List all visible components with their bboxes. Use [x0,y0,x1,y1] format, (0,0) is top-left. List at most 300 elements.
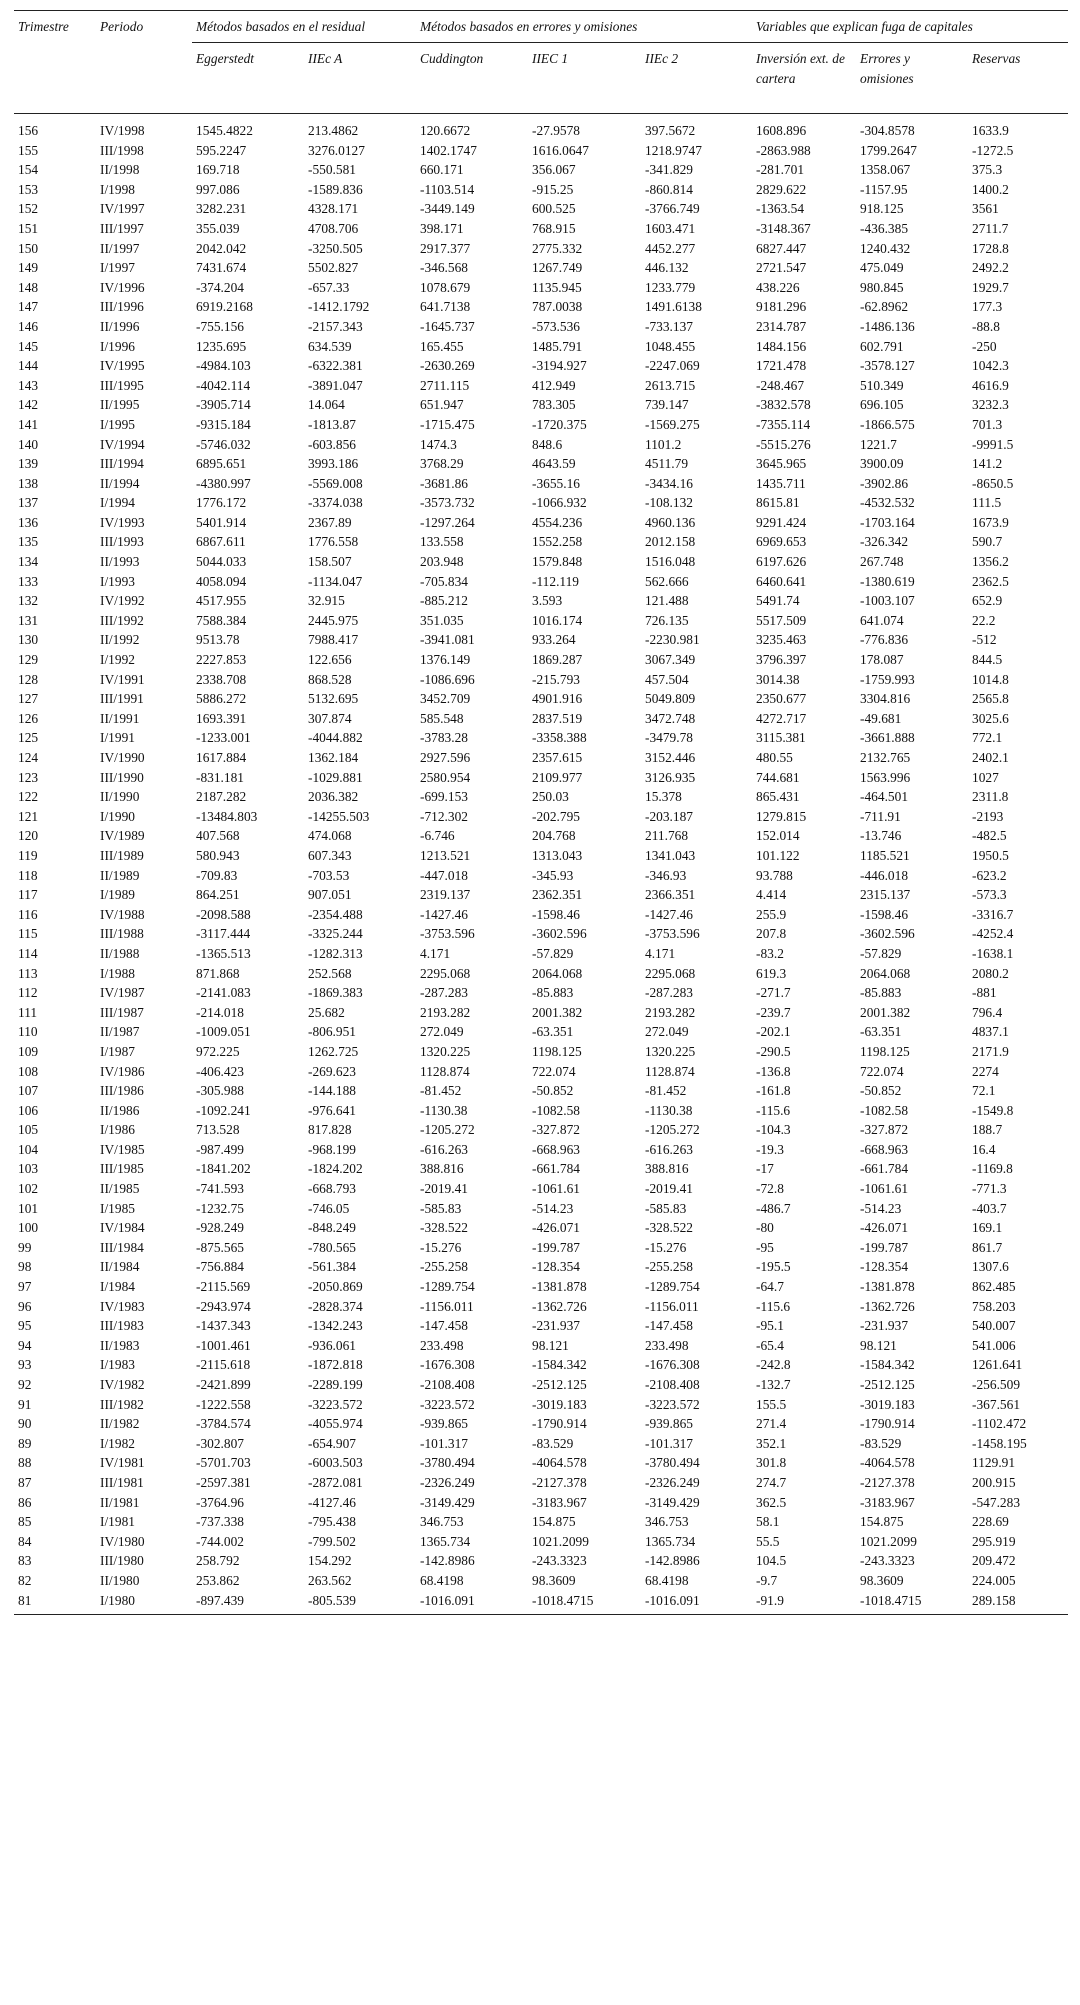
cell-errores: -3661.888 [860,730,915,746]
cell-inversion: 1721.478 [756,358,807,374]
cell-eggerstedt: 3282.231 [196,201,247,217]
cell-errores: 696.105 [860,397,904,413]
cell-errores: -436.385 [860,220,909,236]
table-row [14,924,1068,944]
cell-inversion: 3115.381 [756,730,806,746]
cell-eggerstedt: -741.593 [196,1181,244,1197]
cell-iiec-1: -3602.596 [532,926,587,942]
cell-eggerstedt: -3784.574 [196,1416,251,1432]
table-row [14,239,1068,259]
table-row [14,141,1068,161]
cell-trimestre: 149 [18,260,39,276]
cell-eggerstedt: 355.039 [196,220,240,236]
cell-cuddington: -3149.429 [420,1494,475,1510]
cell-reservas: -4252.4 [972,926,1014,942]
cell-iiec-2: 3126.935 [645,769,696,785]
cell-iiec-1: -661.784 [532,1161,580,1177]
cell-cuddington: -616.263 [420,1141,468,1157]
cell-iiec-a: 634.539 [308,338,352,354]
cell-eggerstedt: -13484.803 [196,808,258,824]
cell-errores: -446.018 [860,867,909,883]
cell-iiec-2: 4452.277 [645,240,696,256]
cell-errores: -1703.164 [860,514,915,530]
cell-eggerstedt: -744.002 [196,1533,244,1549]
cell-inversion: 301.8 [756,1455,787,1471]
cell-iiec-1: 2357.615 [532,750,583,765]
cell-eggerstedt: -1437.343 [196,1318,251,1334]
cell-iiec-a: -976.641 [308,1102,356,1118]
cell-inversion: 104.5 [756,1553,787,1569]
cell-cuddington: 272.049 [420,1024,464,1040]
cell-iiec-2: -101.317 [645,1435,693,1451]
cell-periodo: IV/1992 [100,593,145,609]
cell-iiec-2: 3067.349 [645,652,696,668]
cell-trimestre: 122 [18,789,39,805]
cell-eggerstedt: -2115.569 [196,1279,251,1295]
cell-periodo: II/1980 [100,1572,140,1588]
cell-iiec-2: -108.132 [645,495,693,511]
cell-periodo: II/1996 [100,318,140,334]
cell-periodo: II/1988 [100,945,140,961]
cell-iiec-a: -780.565 [308,1239,356,1255]
cell-eggerstedt: 7431.674 [196,260,247,276]
cell-errores: -4532.532 [860,495,915,511]
cell-periodo: II/1997 [100,240,140,256]
cell-iiec-2: -2247.069 [645,358,700,374]
cell-iiec-1: -668.963 [532,1141,580,1157]
cell-cuddington: -328.522 [420,1220,468,1236]
cell-errores: -231.937 [860,1318,909,1334]
cell-iiec-1: 356.067 [532,162,576,178]
cell-errores: -1759.993 [860,671,915,687]
table-row [14,337,1068,357]
cell-cuddington: -1297.264 [420,514,475,530]
cell-reservas: 1042.3 [972,358,1009,374]
cell-iiec-2: -3479.78 [645,730,693,746]
cell-trimestre: 141 [18,416,39,432]
cell-eggerstedt: 1235.695 [196,338,247,354]
cell-periodo: IV/1994 [100,436,145,452]
cell-errores: 154.875 [860,1514,904,1530]
cell-inversion: -161.8 [756,1083,791,1099]
cell-eggerstedt: -1222.558 [196,1396,251,1412]
cell-errores: -3183.967 [860,1494,915,1510]
cell-reservas: 2311.8 [972,789,1009,805]
cell-iiec-1: 3.593 [532,593,563,609]
cell-reservas: -367.561 [972,1396,1021,1412]
cell-iiec-1: 722.074 [532,1063,576,1079]
header-cuddington: Cuddington [416,43,528,114]
cell-cuddington: 2193.282 [420,1004,471,1020]
cell-cuddington: -447.018 [420,867,468,883]
header-blank-2 [96,43,192,114]
cell-errores: -3602.596 [860,926,915,942]
cell-iiec-a: -4055.974 [308,1416,363,1432]
cell-cuddington: -885.212 [420,593,468,609]
table-row [14,611,1068,631]
cell-cuddington: 651.947 [420,397,464,413]
cell-reservas: 844.5 [972,652,1003,668]
cell-eggerstedt: -302.807 [196,1435,244,1451]
cell-iiec-2: 1603.471 [645,220,696,236]
cell-iiec-2: 397.5672 [645,123,696,138]
cell-trimestre: 138 [18,475,39,491]
cell-inversion: 744.681 [756,769,800,785]
cell-eggerstedt: -897.439 [192,1591,304,1615]
cell-iiec-1: -3358.388 [532,730,587,746]
cell-inversion: 271.4 [756,1416,787,1432]
cell-cuddington: -255.258 [420,1259,468,1275]
cell-iiec-2: -328.522 [645,1220,693,1236]
cell-errores: 1185.521 [860,847,910,863]
cell-iiec-2: 3472.748 [645,710,696,726]
cell-iiec-1: -1362.726 [532,1298,587,1314]
cell-cuddington: -3783.28 [420,730,468,746]
cell-trimestre: 91 [18,1396,32,1412]
cell-cuddington: -3449.149 [420,201,475,217]
cell-reservas: 375.3 [972,162,1003,178]
cell-iiec-a: -561.384 [308,1259,356,1275]
cell-eggerstedt: -2098.588 [196,906,251,922]
cell-errores: 918.125 [860,201,904,217]
cell-iiec-2: 1320.225 [645,1043,696,1059]
cell-iiec-1: -199.787 [532,1239,580,1255]
cell-periodo: III/1985 [100,1161,144,1177]
cell-iiec-1: -50.852 [532,1083,574,1099]
cell-errores: 980.845 [860,279,904,295]
cell-iiec-2: 4511.79 [645,456,689,472]
cell-errores: -776.836 [860,632,909,648]
cell-trimestre: 114 [18,945,38,961]
cell-inversion: 480.55 [756,750,793,765]
cell-trimestre: 113 [18,965,38,981]
cell-periodo: IV/1987 [100,985,145,1001]
cell-trimestre: 154 [18,162,39,178]
cell-reservas: 2362.5 [972,573,1009,589]
cell-inversion: -95.1 [756,1318,784,1334]
cell-iiec-2: 2193.282 [645,1004,696,1020]
cell-periodo: III/1987 [100,1004,144,1020]
cell-trimestre: 133 [18,573,39,589]
table-row [14,885,1068,905]
cell-iiec-1: 1313.043 [532,847,583,863]
cell-eggerstedt: -2597.381 [196,1474,251,1490]
cell-eggerstedt: -5746.032 [196,436,251,452]
cell-cuddington: 2319.137 [420,887,471,903]
cell-cuddington: 203.948 [420,554,464,570]
table-row [14,199,1068,219]
cell-eggerstedt: 258.792 [196,1553,240,1569]
cell-iiec-2: -733.137 [645,318,693,334]
cell-inversion: -64.7 [756,1279,784,1295]
cell-reservas: 1400.2 [972,181,1009,197]
cell-inversion: 438.226 [756,279,800,295]
cell-iiec-2: 1218.9747 [645,142,702,158]
table-row [14,160,1068,180]
cell-iiec-a: 607.343 [308,847,352,863]
cell-iiec-2: 388.816 [645,1161,689,1177]
cell-iiec-1: -2512.125 [532,1377,587,1392]
cell-cuddington: -1289.754 [420,1279,475,1295]
cell-trimestre: 118 [18,867,38,883]
cell-reservas: 224.005 [972,1572,1016,1588]
cell-periodo: II/1983 [100,1337,140,1353]
cell-eggerstedt: -3117.444 [196,926,251,942]
cell-eggerstedt: -928.249 [196,1220,244,1236]
cell-periodo: IV/1989 [100,828,145,844]
cell-trimestre: 137 [18,495,39,511]
cell-iiec-1: -426.071 [532,1220,580,1236]
cell-inversion: -104.3 [756,1122,791,1138]
header-periodo: Periodo [96,11,192,43]
cell-reservas: 4837.1 [972,1024,1009,1040]
cell-iiec-2: -2108.408 [645,1377,700,1392]
cell-trimestre: 132 [18,593,39,609]
cell-periodo: IV/1996 [100,279,145,295]
cell-inversion: -136.8 [756,1063,791,1079]
cell-iiec-a: -3223.572 [308,1396,363,1412]
cell-periodo: I/1985 [100,1200,135,1216]
cell-eggerstedt: -755.156 [196,318,244,334]
cell-trimestre: 125 [18,730,39,746]
cell-inversion: 1608.896 [756,123,807,138]
cell-iiec-a: 4708.706 [308,220,359,236]
cell-trimestre: 128 [18,671,39,687]
cell-iiec-1: -4064.578 [532,1455,587,1471]
cell-inversion: 362.5 [756,1494,787,1510]
cell-periodo: II/1993 [100,554,140,570]
cell-eggerstedt: -1232.75 [196,1200,244,1216]
cell-inversion: -5515.276 [756,436,811,452]
cell-iiec-a: -668.793 [308,1181,356,1197]
cell-reservas: 3025.6 [972,710,1009,726]
cell-inversion: 4.414 [756,887,787,903]
table-row [14,1591,1068,1615]
cell-eggerstedt: -406.423 [196,1063,244,1079]
cell-eggerstedt: -1092.241 [196,1102,251,1118]
table-row [14,1532,1068,1552]
cell-periodo: III/1980 [100,1553,144,1569]
cell-iiec-a: 5502.827 [308,260,359,276]
cell-iiec-2: 1101.2 [645,436,682,452]
cell-reservas: -881 [972,985,997,1001]
cell-cuddington: 641.7138 [420,299,471,315]
cell-iiec-a: -806.951 [308,1024,356,1040]
cell-iiec-1: -514.23 [532,1200,574,1216]
cell-cuddington: -1645.737 [420,318,475,334]
cell-errores: -3902.86 [860,475,909,491]
cell-inversion: 5517.509 [756,612,807,628]
cell-inversion: 5491.74 [756,593,800,609]
cell-periodo: II/1982 [100,1416,140,1432]
cell-errores: -2512.125 [860,1377,915,1392]
cell-iiec-1: -1584.342 [532,1357,587,1373]
cell-eggerstedt: 972.225 [196,1043,240,1059]
cell-inversion: -95 [756,1239,774,1255]
cell-eggerstedt: 169.718 [196,162,240,178]
table-row [14,1551,1068,1571]
cell-eggerstedt: 1693.391 [196,710,247,726]
cell-cuddington: -101.317 [420,1435,468,1451]
cell-inversion: 2721.547 [756,260,807,276]
table-row [14,1218,1068,1238]
cell-iiec-2: -1156.011 [645,1298,699,1314]
cell-periodo: II/1981 [100,1494,140,1510]
cell-trimestre: 95 [18,1318,32,1334]
cell-iiec-1: 600.525 [532,201,576,217]
cell-iiec-2: 457.504 [645,671,689,687]
cell-iiec-1: 848.6 [532,436,563,452]
cell-cuddington: -2326.249 [420,1474,475,1490]
cell-eggerstedt: 2187.282 [196,789,247,805]
cell-iiec-1: -27.9578 [532,123,580,138]
cell-cuddington: 2917.377 [420,240,471,256]
cell-trimestre: 126 [18,710,39,726]
cell-iiec-a: -1134.047 [308,573,363,589]
cell-trimestre: 90 [18,1416,32,1432]
cell-inversion: 352.1 [756,1435,787,1451]
cell-errores: 1021.2099 [860,1533,917,1549]
cell-eggerstedt: 4058.094 [196,573,247,589]
table-row [14,709,1068,729]
cell-iiec-2: 1341.043 [645,847,696,863]
cell-periodo: I/1986 [100,1122,135,1138]
cell-iiec-a: -848.249 [308,1220,356,1236]
cell-reservas: 72.1 [972,1083,996,1099]
cell-iiec-2: 2295.068 [645,965,696,981]
cell-iiec-2: -1130.38 [645,1102,693,1118]
cell-iiec-a: -968.199 [308,1141,356,1157]
cell-reservas: 772.1 [972,730,1003,746]
cell-cuddington: -712.302 [420,808,468,824]
table-row [14,983,1068,1003]
cell-cuddington: 233.498 [420,1337,464,1353]
cell-cuddington: -3780.494 [420,1455,475,1471]
cell-iiec-2: 1048.455 [645,338,696,354]
table-row [14,532,1068,552]
cell-inversion: 3796.397 [756,652,807,668]
cell-periodo: IV/1991 [100,671,145,687]
cell-inversion: 255.9 [756,906,787,922]
cell-periodo: IV/1988 [100,906,145,922]
cell-cuddington: -3753.596 [420,926,475,942]
cell-cuddington: 165.455 [420,338,464,354]
cell-reservas: 2274 [972,1063,999,1079]
cell-periodo: III/1992 [100,612,144,628]
cell-iiec-1: 2001.382 [532,1004,583,1020]
cell-cuddington: -585.83 [420,1200,462,1216]
cell-errores: -62.8962 [860,299,909,315]
cell-trimestre: 109 [18,1043,39,1059]
cell-reservas: 3561 [972,201,999,217]
cell-periodo: IV/1985 [100,1141,145,1157]
cell-iiec-2: 1516.048 [645,554,696,570]
cell-iiec-1: -243.3323 [532,1553,587,1569]
cell-inversion: 9291.424 [756,514,807,530]
cell-errores: -304.8578 [860,123,915,138]
cell-errores: 2064.068 [860,965,911,981]
cell-inversion: -248.467 [756,377,805,393]
cell-periodo: III/1997 [100,220,144,236]
cell-inversion: 155.5 [756,1396,787,1412]
cell-cuddington: 68.4198 [420,1572,464,1588]
cell-errores: -128.354 [860,1259,909,1275]
cell-iiec-2: 4960.136 [645,514,696,530]
cell-iiec-1: -231.937 [532,1318,580,1334]
cell-reservas: 1673.9 [972,514,1009,530]
cell-iiec-2: -2230.981 [645,632,700,648]
cell-iiec-1: -2127.378 [532,1474,587,1490]
table-row [14,944,1068,964]
cell-iiec-a: -4127.46 [308,1494,356,1510]
cell-iiec-a: 2445.975 [308,612,359,628]
cell-eggerstedt: 1545.4822 [196,123,253,138]
cell-reservas: 2080.2 [972,965,1009,981]
cell-periodo: I/1994 [100,495,135,511]
cell-reservas: 2402.1 [972,750,1009,765]
cell-reservas: 141.2 [972,456,1003,472]
cell-inversion: -83.2 [756,945,784,961]
table-row [14,866,1068,886]
cell-iiec-1: 2109.977 [532,769,583,785]
cell-errores: -49.681 [860,710,902,726]
cell-inversion: 2350.677 [756,691,807,707]
cell-inversion: -80 [756,1220,774,1236]
table-row [14,1473,1068,1493]
cell-periodo: II/1987 [100,1024,140,1040]
table-row [14,1277,1068,1297]
cell-eggerstedt: 5886.272 [196,691,247,707]
cell-iiec-2: -3223.572 [645,1396,700,1412]
cell-eggerstedt: 6867.611 [196,534,246,550]
cell-iiec-1: 1616.0647 [532,142,589,158]
cell-iiec-1: -85.883 [532,985,574,1001]
cell-cuddington: 398.171 [420,220,464,236]
cell-errores: -1790.914 [860,1416,915,1432]
cell-reservas: 1014.8 [972,671,1009,687]
cell-errores: 722.074 [860,1063,904,1079]
cell-periodo: I/1991 [100,730,135,746]
cell-iiec-2: -255.258 [645,1259,693,1275]
cell-eggerstedt: -1233.001 [196,730,251,746]
cell-iiec-a: -1872.818 [308,1357,363,1373]
cell-reservas: 701.3 [972,416,1003,432]
cell-iiec-1: 1552.258 [532,534,583,550]
cell-errores: -85.883 [860,985,902,1001]
table-row [14,1042,1068,1062]
cell-reservas: 1356.2 [972,554,1009,570]
table-row [14,435,1068,455]
cell-trimestre: 152 [18,201,39,217]
cell-trimestre: 127 [18,691,39,707]
cell-iiec-a: -1824.202 [308,1161,363,1177]
cell-reservas: 111.5 [972,495,1002,511]
cell-trimestre: 105 [18,1122,39,1138]
cell-cuddington: 2295.068 [420,965,471,981]
cell-reservas: -573.3 [972,887,1007,903]
cell-eggerstedt: 2227.853 [196,652,247,668]
cell-periodo: III/1994 [100,456,144,472]
cell-periodo: I/1998 [100,181,135,197]
cell-eggerstedt: 407.568 [196,828,240,844]
table-row [14,1101,1068,1121]
table-row [14,1316,1068,1336]
cell-errores: 1240.432 [860,240,911,256]
cell-iiec-a: -550.581 [308,162,356,178]
cell-iiec-a: -1282.313 [308,945,363,961]
cell-reservas: 188.7 [972,1122,1003,1138]
cell-iiec-1: -63.351 [532,1024,574,1040]
